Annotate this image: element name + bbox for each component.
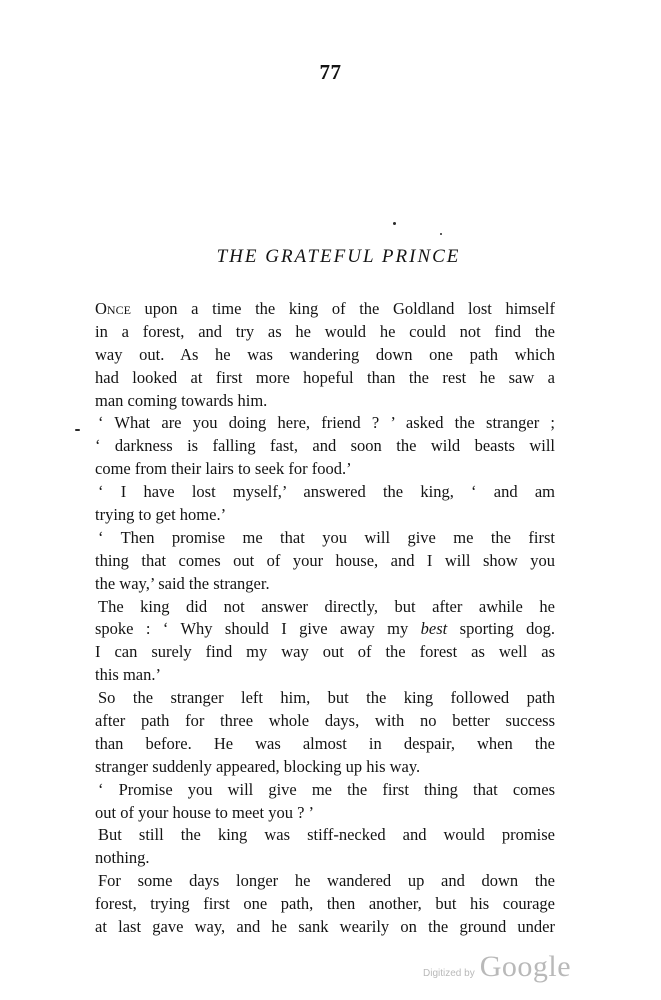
- text-line: had looked at first more hopeful than the rest he saw a: [95, 367, 555, 387]
- text-line: out of your house to meet you ? ’: [95, 802, 315, 822]
- text-line: But still the king was stiff-necked and would promise: [98, 825, 555, 845]
- text-line: this man.’: [95, 665, 161, 685]
- text-line: at last gave way, and he sank wearily on the ground under: [95, 917, 555, 937]
- text-line: [95, 618, 555, 641]
- text-line-rest: upon a time the king of the Goldland lost himself: [130, 299, 555, 318]
- google-logo: Google: [479, 950, 572, 983]
- text-line: nothing.: [95, 848, 150, 868]
- text-line: forest, trying first one path, then another, but his courage: [95, 894, 555, 914]
- page-number: 77: [319, 60, 342, 84]
- chapter-title: THE GRATEFUL PRINCE: [216, 246, 461, 267]
- text-line: I can surely find my way out of the forest as well as: [95, 642, 555, 662]
- watermark-prefix: Digitized by: [423, 968, 475, 979]
- text-line: come from their lairs to seek for food.’: [95, 459, 352, 479]
- text-line: ‘ What are you doing here, friend ? ’ asked the stranger ;: [98, 413, 555, 433]
- text-line: thing that comes out of your house, and I will show you: [95, 550, 555, 570]
- text-line: So the stranger left him, but the king followed path: [98, 688, 555, 708]
- text-line-start: spoke : ‘ Why should I give away my: [95, 619, 421, 639]
- text-line: after path for three whole days, with no better success: [95, 711, 555, 731]
- text-line: ‘ darkness is falling fast, and soon the wild beasts will: [95, 436, 555, 456]
- text-line: [95, 298, 555, 321]
- text-line-end: sporting dog.: [447, 619, 556, 639]
- text-line: man coming towards him.: [95, 390, 268, 410]
- text-line: trying to get home.’: [95, 505, 227, 525]
- text-line: stranger suddenly appeared, blocking up his way.: [95, 756, 421, 776]
- text-line: in a forest, and try as he would he could not find the: [95, 321, 555, 341]
- text-line: than before. He was almost in despair, when the: [95, 733, 555, 753]
- text-line: ‘ Then promise me that you will give me the first: [98, 527, 555, 547]
- google-watermark: [423, 950, 571, 984]
- text-line: the way,’ said the stranger.: [95, 573, 270, 593]
- body-text: [95, 298, 555, 939]
- speck-mark: [393, 222, 396, 225]
- opening-word: Once: [95, 299, 131, 318]
- speck-mark: [75, 429, 80, 431]
- text-line: The king did not answer directly, but after awhile he: [98, 596, 555, 616]
- emphasized-word: best: [420, 619, 448, 639]
- speck-mark: [440, 233, 442, 235]
- text-line: ‘ Promise you will give me the first thing that comes: [98, 779, 555, 799]
- text-line: ‘ I have lost myself,’ answered the king, ‘ and am: [98, 482, 555, 502]
- text-line: For some days longer he wandered up and down the: [98, 871, 555, 891]
- text-line: way out. As he was wandering down one path which: [95, 344, 555, 364]
